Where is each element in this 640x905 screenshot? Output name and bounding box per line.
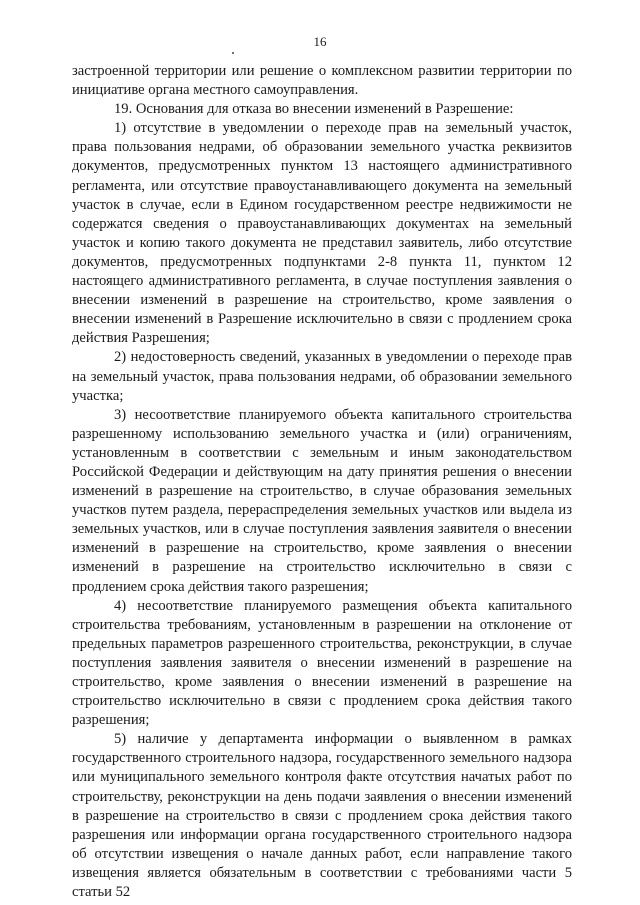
document-body xyxy=(72,62,572,902)
paragraph-section-19-heading: 19. Основания для отказа во внесении изменений в Разрешение: xyxy=(114,101,514,118)
paragraph-item-2: 2) недостоверность сведений, указанных в уведомлении о переходе прав на земельный участок, права пользования недрами, об образовании земельного участка; xyxy=(72,349,572,404)
paragraph-continuation: застроенной территории или решение о комплексном развитии территории по инициативе органа местного самоуправления. xyxy=(72,63,572,99)
paragraph-item-5: 5) наличие у департамента информации о выявленном в рамках государственного строительного надзора, государственного земельного надзора или муниципального земельного контроля факте отсутствия начатых работ по строительству, реконструкции на день подачи заявления о внесении изменений в разрешение на строительство в связи с продлением срока действия такого разрешения или информации органа государственного строительного надзора об отсутствии извещения о начале данных работ, если направление такого извещения является обязательным в соответствии с требованиями части 5 статьи 52 xyxy=(72,731,572,901)
paragraph-item-3: 3) несоответствие планируемого объекта капитального строительства разрешенному использованию земельного участка и (или) ограничениям, установленным в соответствии с земельным и иным законодательством Российской Федерации и действующим на дату принятия решения о внесении изменений в разрешение на строительство, в случае образования земельных участков путем раздела, перераспределения земельных участков или выдела из земельных участков, или в случае поступления заявления заявителя о внесении изменений в разрешение на строительство, кроме заявления о внесении изменений в разрешение на строительство исключительно в связи с продлением срока действия такого разрешения; xyxy=(72,406,572,595)
scan-speck xyxy=(232,52,234,54)
paragraph-item-1: 1) отсутствие в уведомлении о переходе прав на земельный участок, права пользования недрами, об образовании земельного участка реквизитов документов, предусмотренных пунктом 13 настоящего административного регламента, или отсутствие правоустанавливающего документа на земельный участок в случае, если в Едином государственном реестре недвижимости не содержатся сведения о правоустанавливающих документах на земельный участок и копию такого документа не представил заявитель, либо отсутствие документов, предусмотренных подпунктами 2-8 пункта 11, пунктом 12 настоящего административного регламента, в случае поступления заявления о внесении изменений в разрешение на строительство, кроме заявления о внесении изменений в Разрешение исключительно в связи с продлением срока действия Разрешения; xyxy=(72,120,572,347)
page-number: 16 xyxy=(313,34,327,49)
paragraph-item-4: 4) несоответствие планируемого размещения объекта капитального строительства требованиям, установленным в разрешении на отклонение от предельных параметров разрешенного строительства, реконструкции, в случае поступления заявления заявителя о внесении изменений в разрешение на строительство, кроме заявления о внесении изменений в разрешение на строительство исключительно в связи с продлением срока действия такого разрешения; xyxy=(72,597,572,729)
